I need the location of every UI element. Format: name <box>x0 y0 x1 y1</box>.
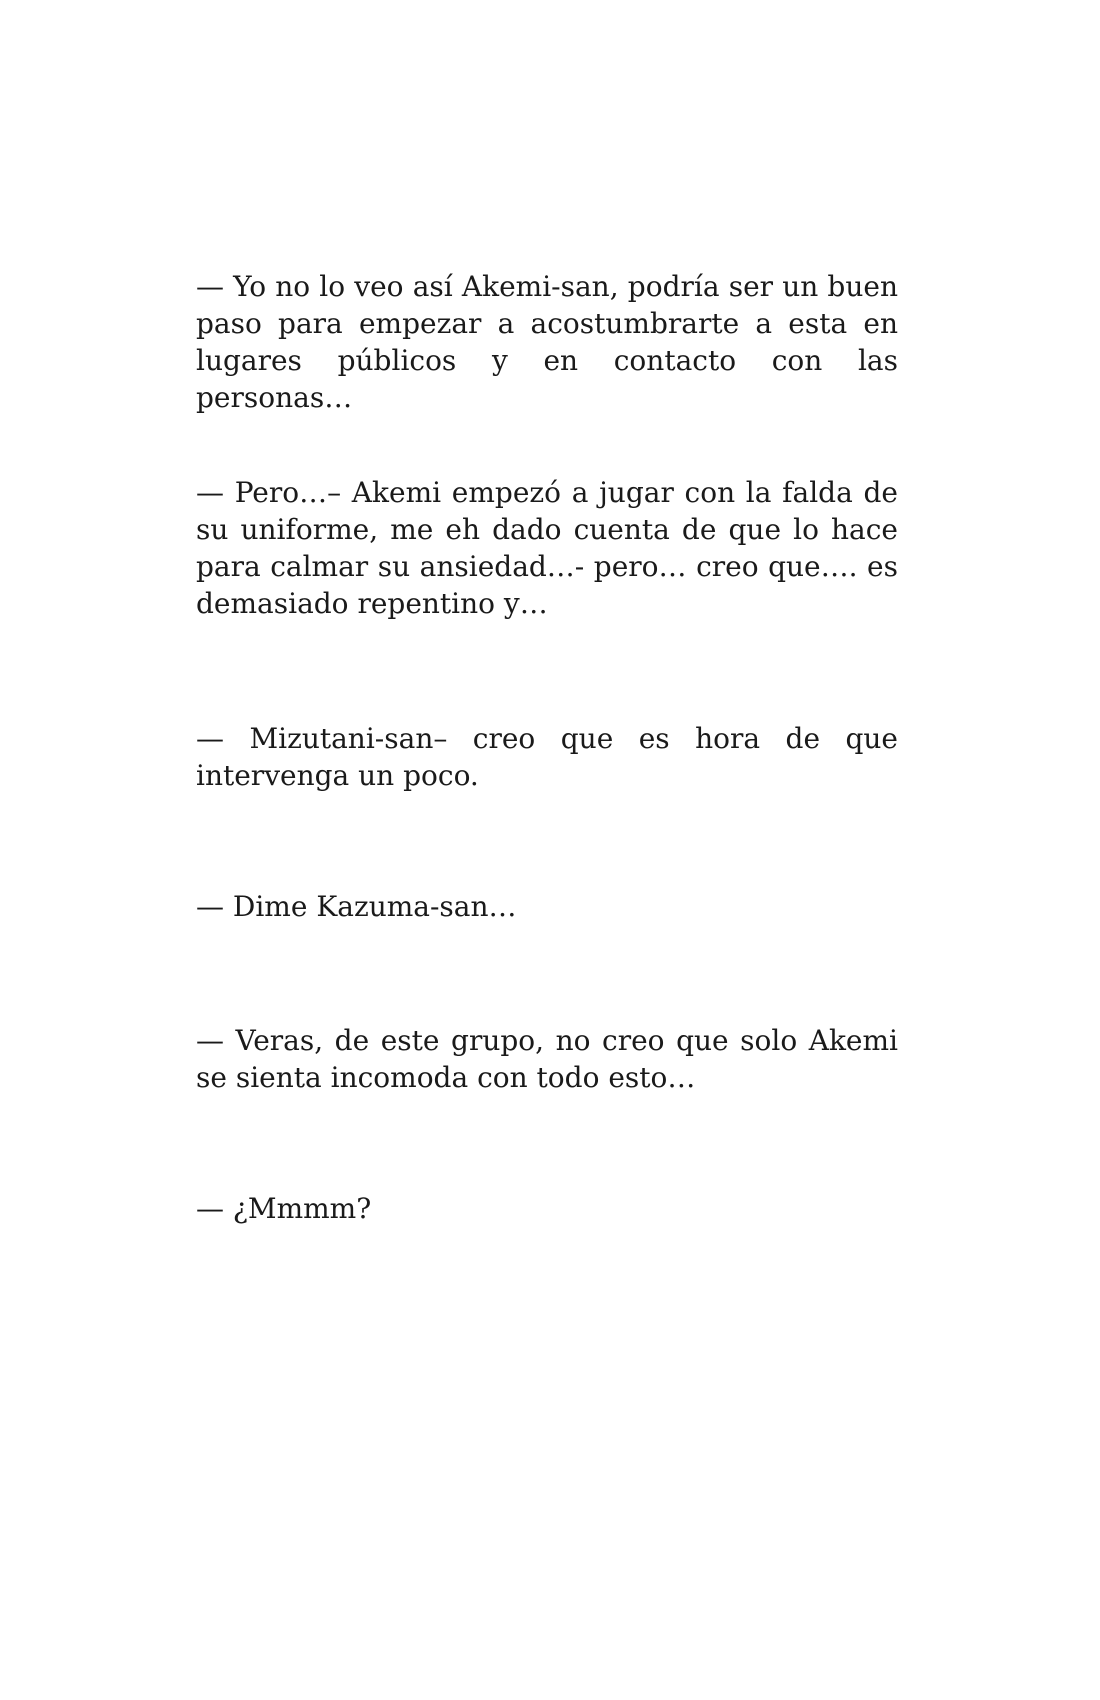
paragraph-6: — ¿Mmmm? <box>196 1192 372 1225</box>
paragraph-2: — Pero…– Akemi empezó a jugar con la falda de su uniforme, me eh dado cuenta de que lo hace para calmar su ansiedad…- pero… creo que…. es demasiado repentino y… <box>196 476 898 620</box>
paragraph-5: — Veras, de este grupo, no creo que solo Akemi se sienta incomoda con todo esto… <box>196 1024 898 1094</box>
paragraph-4: — Dime Kazuma-san… <box>196 890 517 923</box>
paragraph-3: — Mizutani-san– creo que es hora de que intervenga un poco. <box>196 722 898 792</box>
paragraph-1: — Yo no lo veo así Akemi-san, podría ser un buen paso para empezar a acostumbrarte a esta en lugares públicos y en contacto con las personas… <box>196 270 898 414</box>
